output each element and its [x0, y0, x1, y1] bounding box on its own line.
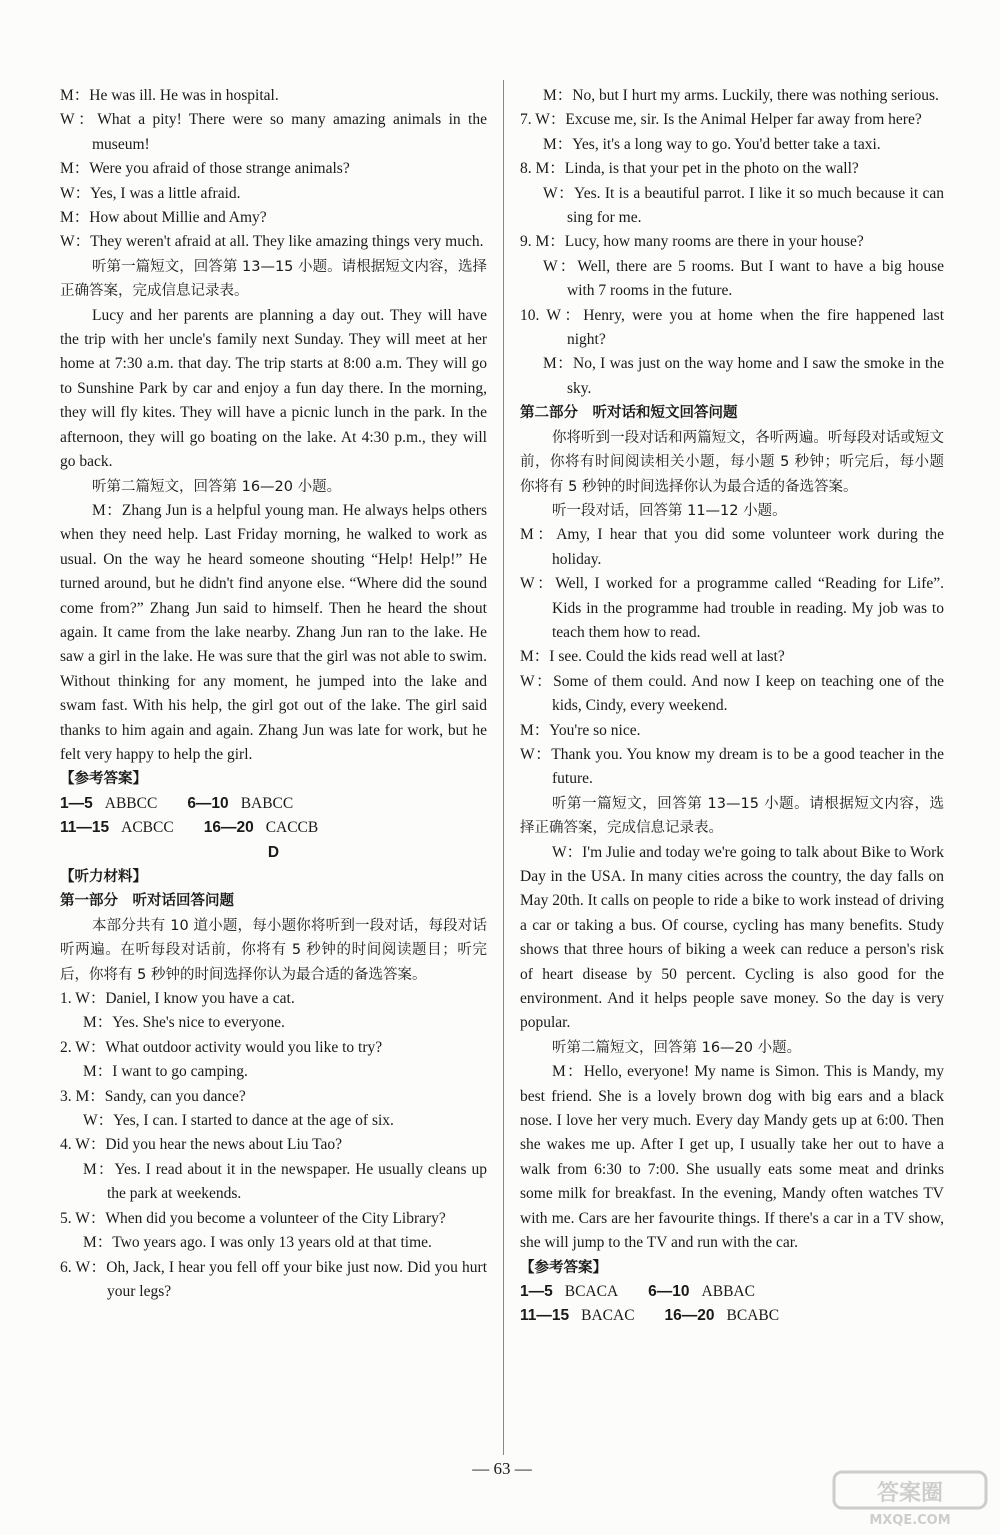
right-column: [520, 84, 944, 1329]
instruction-text: 本部分共有 10 道小题，每小题你将听到一段对话，每段对话听两遍。在听每段对话前，你将有 5 秒钟的时间阅读题目；听完后，你将有 5 秒钟的时间选择你认为最合适的备选答案。: [60, 917, 487, 983]
answer-letters: ABBCC: [104, 794, 158, 812]
dialogue-line: W：Well, I worked for a programme called “Reading for Life”. Kids in the programme had trouble in reading. My job was to teach them how to read.: [520, 575, 944, 641]
numbered-dialogue-line: 3. M：Sandy, can you dance?: [60, 1087, 246, 1105]
answer-letters: ACBCC: [121, 819, 174, 837]
passage-paragraph: W：I'm Julie and today we're going to talk about Bike to Work Day in the USA. In many cities across the country, the day falls on May 20th. It calls on people to ride a bike to work instead of driving a car or taking a bus. Of course, cycling has many benefits. Study shows that three hours of biking a week can reduce a person's risk of heart disease by 50 percent. Cycling is also good for the environment. And it helps people save money. So the day is very popular.: [520, 843, 945, 1032]
numbered-dialogue-line: 9. M：Lucy, how many rooms are there in your house?: [520, 233, 864, 251]
section-heading: 【听力材料】: [60, 869, 147, 885]
instruction-text: 你将听到一段对话和两篇短文，各听两遍。听每段对话或短文前，你将有时间阅读相关小题，每小题 5 秒钟；听完后，每小题你将有 5 秒钟的时间选择你认为最合适的备选答案。: [520, 429, 944, 495]
page-number: — 63 —: [472, 1459, 532, 1478]
dialogue-line: W：Thank you. You know my dream is to be a good teacher in the future.: [520, 745, 944, 788]
answer-key-row: [520, 1280, 944, 1304]
answer-letters: BCACA: [564, 1282, 619, 1300]
left-column: [60, 84, 487, 1304]
dialogue-line: W：Some of them could. And now I keep on teaching one of the kids, Cindy, every weekend.: [520, 672, 944, 715]
dialogue-line: M：He was ill. He was in hospital.: [60, 87, 279, 104]
answer-letters: BCABC: [726, 1307, 780, 1325]
dialogue-response: M：Yes. I read about it in the newspaper. He usually cleans up the park at weekends.: [83, 1160, 487, 1203]
dialogue-response: W：Yes. It is a beautiful parrot. I like it so much because it can sing for me.: [543, 184, 944, 227]
numbered-dialogue-line: 4. W：Did you hear the news about Liu Tao?: [60, 1136, 343, 1154]
dialogue-response: M：Yes, it's a long way to go. You'd better take a taxi.: [543, 135, 881, 153]
passage-paragraph: M：Hello, everyone! My name is Simon. This is Mandy, my best friend. She is a lovely brown dog with big ears and a black nose. I love her very much. Every day Mandy gets up at 6:00. Then she wakes me up. After I get up, I usually take her out to have a walk from 6:30 to 7:00. She usually eats some meat and drinks some milk for breakfast. In the evening, Mandy often watches TV with me. Cars are her favourite things. If there's a car in a TV show, she will jump to the TV and run with the car.: [520, 1063, 944, 1252]
answer-letters: CACCB: [265, 819, 319, 837]
instruction-text: 听第一篇短文，回答第 13—15 小题。请根据短文内容，选择正确答案，完成信息记录表。: [60, 258, 487, 300]
svg-text:MXQE.COM: MXQE.COM: [869, 1513, 951, 1528]
answer-range: 11—15: [520, 1307, 570, 1325]
section-heading: 第一部分 听对话回答问题: [60, 893, 234, 910]
instruction-text: 听第一篇短文，回答第 13—15 小题。请根据短文内容，选择正确答案，完成信息记录表。: [520, 795, 944, 837]
dialogue-line: W：What a pity! There were so many amazing animals in the museum!: [60, 111, 487, 153]
answer-letters: ABBAC: [701, 1282, 755, 1300]
answer-range: 6—10: [648, 1282, 690, 1300]
section-heading: 【参考答案】: [520, 1259, 607, 1276]
answer-range: 16—20: [664, 1307, 715, 1325]
dialogue-response: M：Yes. She's nice to everyone.: [83, 1014, 285, 1032]
dialogue-line: M：You're so nice.: [520, 721, 641, 739]
section-heading: 第二部分 听对话和短文回答问题: [520, 405, 738, 422]
answer-range: 1—5: [520, 1282, 553, 1300]
dialogue-response: M：No, I was just on the way home and I saw the smoke in the sky.: [543, 355, 944, 397]
numbered-dialogue-line: 5. W：When did you become a volunteer of the City Library?: [60, 1209, 446, 1227]
dialogue-line: M：Were you afraid of those strange animals?: [60, 160, 350, 178]
numbered-dialogue-line: 1. W：Daniel, I know you have a cat.: [60, 990, 295, 1008]
answer-letters: BABCC: [240, 794, 294, 812]
answer-range: 11—15: [60, 819, 110, 837]
section-heading: 【参考答案】: [60, 771, 147, 788]
passage-paragraph: M：Zhang Jun is a helpful young man. He always helps others when they need help. Last Friday morning, he walked to work as usual. On the way he heard someone shouting “Help! Help!” He turned around, but he didn't find anyone else. “Where did the sound come from?” Zhang Jun said to himself. Then he heard the shout again. It came from the lake nearby. Zhang Jun ran to the lake. He saw a girl in the lake. He was sure that the girl was not able to swim. Without thinking for any moment, he jumped into the lake and swam fast. With his help, the girl got out of the lake. The girl said thanks to him again and again. Zhang Jun was late for work, but he felt very happy to help the girl.: [60, 501, 487, 763]
instruction-text: 听第二篇短文，回答第 16—20 小题。: [552, 1039, 802, 1056]
numbered-dialogue-line: 10. W：Henry, were you at home when the fire happened last night?: [520, 306, 944, 349]
dialogue-line: M：How about Millie and Amy?: [60, 209, 267, 227]
answer-range: 1—5: [60, 794, 93, 812]
answer-key-row: [520, 1304, 944, 1328]
dialogue-line: M：Amy, I hear that you did some volunteer work during the holiday.: [520, 526, 944, 568]
numbered-dialogue-line: 6. W：Oh, Jack, I hear you fell off your bike just now. Did you hurt your legs?: [60, 1258, 487, 1300]
dialogue-response: M：No, but I hurt my arms. Luckily, there was nothing serious.: [543, 87, 939, 104]
passage-paragraph: Lucy and her parents are planning a day out. They will have the trip with her uncle's family next Sunday. They will meet at her home at 7:30 a.m. that day. The trip starts at 8:00 a.m. They will go to Sunshine Park by car and enjoy a fun day there. In the morning, they will fly kites. They will have a picnic lunch in the park. In the afternoon, they will go boating on the lake. At 4:30 p.m., they will go back.: [60, 306, 487, 471]
dialogue-response: W：Yes, I can. I started to dance at the age of six.: [83, 1112, 394, 1130]
numbered-dialogue-line: 7. W：Excuse me, sir. Is the Animal Helper far away from here?: [520, 111, 922, 129]
answer-letters: BACAC: [581, 1307, 635, 1325]
answer-key-row: [60, 816, 487, 840]
dialogue-response: W：Well, there are 5 rooms. But I want to have a big house with 7 rooms in the future.: [543, 257, 944, 300]
watermark-logo: [830, 1468, 990, 1528]
answer-range: 16—20: [203, 819, 254, 837]
column-divider: [503, 80, 504, 1455]
instruction-text: 听一段对话，回答第 11—12 小题。: [552, 502, 787, 519]
dialogue-response: M：I want to go camping.: [83, 1063, 248, 1081]
dialogue-line: W：Yes, I was a little afraid.: [60, 184, 241, 202]
section-letter: D: [267, 843, 280, 861]
dialogue-response: M：Two years ago. I was only 13 years old at that time.: [83, 1234, 432, 1252]
instruction-text: 听第二篇短文，回答第 16—20 小题。: [92, 478, 342, 495]
answer-range: 6—10: [187, 794, 229, 812]
dialogue-line: M：I see. Could the kids read well at last?: [520, 648, 785, 666]
dialogue-line: W：They weren't afraid at all. They like amazing things very much.: [60, 233, 484, 251]
numbered-dialogue-line: 2. W：What outdoor activity would you like to try?: [60, 1038, 383, 1056]
svg-text:答案圈: 答案圈: [876, 1481, 944, 1506]
numbered-dialogue-line: 8. M：Linda, is that your pet in the photo on the wall?: [520, 160, 859, 178]
answer-key-row: [60, 792, 487, 816]
